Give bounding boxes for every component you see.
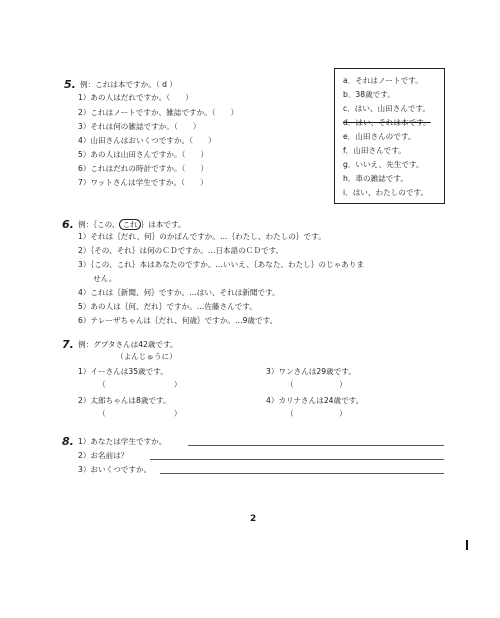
section-8-answer-line-1[interactable] [188, 445, 444, 446]
section-6-item-5: 5）あの人は｛何、だれ｝ですか。…佐藤さんです。 [78, 302, 257, 311]
answer-h: h．車の雑誌です。 [343, 174, 408, 183]
section-7-example: 例：グプタさんは42歳です。 [78, 340, 178, 349]
section-7-item-4: 4）カリナさんは24歳です。 [266, 396, 364, 405]
answer-g: g．いいえ、先生です。 [343, 160, 424, 169]
section-6-item-1: 1）それは｛だれ、何｝のかばんですか。…｛わたし、わたしの｝です。 [78, 232, 326, 241]
page-number: 2 [250, 514, 257, 524]
section-8-item-3: 3）おいくつですか。 [78, 465, 152, 474]
section-7-heading: 7. [62, 338, 74, 351]
section-5-answer-box [334, 68, 445, 204]
section-6-heading: 6. [62, 218, 74, 231]
section-6-example-prefix: 例：｛この、 [78, 220, 120, 229]
section-8-item-1: 1）あなたは学生ですか。 [78, 437, 167, 446]
section-7-item-1: 1）イーさんは35歳です。 [78, 367, 168, 376]
section-7-item-2-answer-field[interactable]: （ ） [98, 409, 182, 418]
section-5-heading: 5. [64, 78, 76, 91]
section-7-item-2: 2）太郎ちゃんは8歳です。 [78, 396, 171, 405]
section-7-item-3: 3）ワンさんは29歳です。 [266, 367, 356, 376]
answer-b: b．38歳です。 [343, 90, 395, 99]
section-7-example-reading: （よんじゅうに） [116, 352, 177, 361]
section-6-item-3-cont: せん。 [78, 274, 117, 283]
section-6-item-3: 3）｛この、これ｝本はあなたのですか。…いいえ、｛あなた、わたし｝のじゃありま [78, 260, 364, 269]
section-5-item-6: 6）これはだれの時計ですか。（ ） [78, 164, 209, 173]
section-8-item-2: 2）お名前は？ [78, 451, 129, 460]
section-8-heading: 8. [62, 435, 74, 448]
section-7-item-4-answer-field[interactable]: （ ） [286, 409, 347, 418]
section-5-item-2: 2）これはノートですか、雑誌ですか。（ ） [78, 108, 239, 117]
section-6-example-suffix: ｝は本です。 [140, 220, 186, 229]
section-6-item-6: 6）テレーザちゃんは｛だれ、何歳｝ですか。…9歳です。 [78, 316, 278, 325]
section-5-item-1: 1）あの人はだれですか。（ ） [78, 93, 193, 102]
answer-d: d．はい、それは本です。 [343, 118, 431, 127]
section-8-answer-line-3[interactable] [160, 473, 444, 474]
section-5-item-3: 3）それは何の雑誌ですか。（ ） [78, 122, 201, 131]
answer-f: f．山田さんです。 [343, 146, 406, 155]
section-5-example: 例：これは本ですか。（ d ） [80, 80, 177, 89]
scan-edge-mark [466, 540, 468, 550]
answer-i: i．はい、わたしのです。 [343, 188, 429, 197]
section-6-item-4: 4）これは｛新聞、何｝ですか。…はい、それは新聞です。 [78, 288, 280, 297]
section-7-item-1-answer-field[interactable]: （ ） [98, 380, 182, 389]
section-6-item-2: 2）｛その、それ｝は何のＣＤですか。…日本語のＣＤです。 [78, 246, 284, 255]
section-5-item-4: 4）山田さんはおいくつですか。（ ） [78, 136, 216, 145]
section-5-item-5: 5）あの人は山田さんですか。（ ） [78, 150, 209, 159]
answer-a: a．それはノートです。 [343, 76, 423, 85]
section-7-item-3-answer-field[interactable]: （ ） [286, 380, 347, 389]
section-6-example [78, 219, 186, 230]
section-5-item-7: 7）ワットさんは学生ですか。（ ） [78, 178, 208, 187]
answer-e: e．山田さんのです。 [343, 132, 416, 141]
answer-c: c．はい、山田さんです。 [343, 104, 431, 113]
circled-answer: これ [119, 219, 140, 230]
section-8-answer-line-2[interactable] [150, 459, 444, 460]
